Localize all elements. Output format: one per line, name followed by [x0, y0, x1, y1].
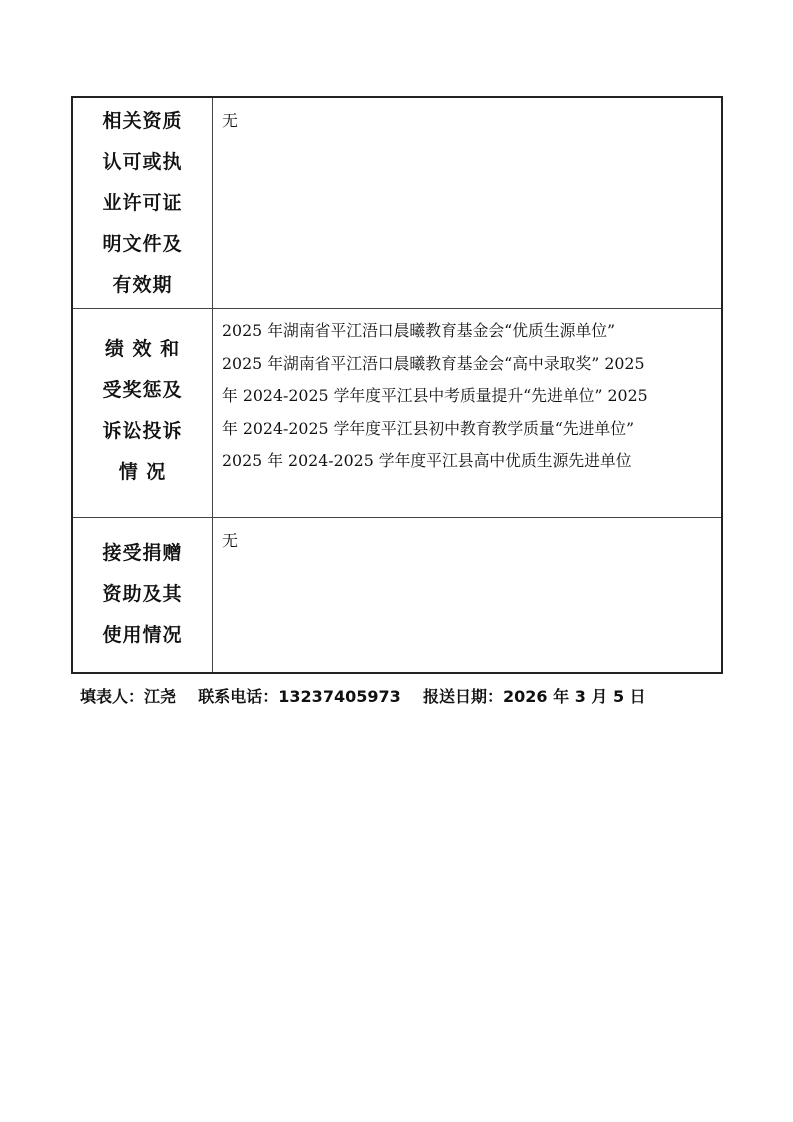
award-line: 年 2024-2025 学年度平江县初中教育教学质量“先进单位” — [222, 418, 635, 438]
row-value-awards — [213, 309, 721, 517]
award-line: 2025 年 2024-2025 学年度平江县高中优质生源先进单位 — [222, 451, 632, 470]
label-line: 业许可证 — [102, 192, 183, 214]
info-table — [71, 96, 723, 674]
label-line: 认可或执 — [102, 151, 183, 173]
label-line: 受奖惩及 — [102, 379, 183, 401]
label-line: 有效期 — [112, 274, 173, 296]
label-line: 接受捐赠 — [102, 542, 183, 564]
label-line: 资助及其 — [102, 583, 183, 605]
label-line: 情 况 — [118, 461, 167, 483]
label-line: 绩 效 和 — [104, 338, 181, 360]
label-line: 明文件及 — [102, 233, 183, 255]
row-label-performance — [73, 309, 213, 517]
row-label-qualification — [73, 98, 213, 308]
label-line: 使用情况 — [102, 624, 183, 646]
label-line: 相关资质 — [102, 110, 183, 132]
row-value-qualification: 无 — [222, 111, 239, 130]
table-row — [73, 98, 721, 308]
award-line: 2025 年湖南省平江浯口晨曦教育基金会“高中录取奖” 2025 — [222, 353, 645, 373]
row-value-donations: 无 — [222, 531, 239, 550]
form-footer: 填表人：江尧 联系电话：13237405973 报送日期：2026 年 3 月 5 日 — [80, 687, 646, 706]
award-line: 2025 年湖南省平江浯口晨曦教育基金会“优质生源单位” — [222, 321, 616, 340]
table-row — [73, 517, 721, 672]
award-line: 年 2024-2025 学年度平江县中考质量提升“先进单位” 2025 — [222, 386, 648, 405]
table-row — [73, 308, 721, 517]
row-label-donations — [73, 518, 213, 672]
label-line: 诉讼投诉 — [102, 420, 183, 442]
